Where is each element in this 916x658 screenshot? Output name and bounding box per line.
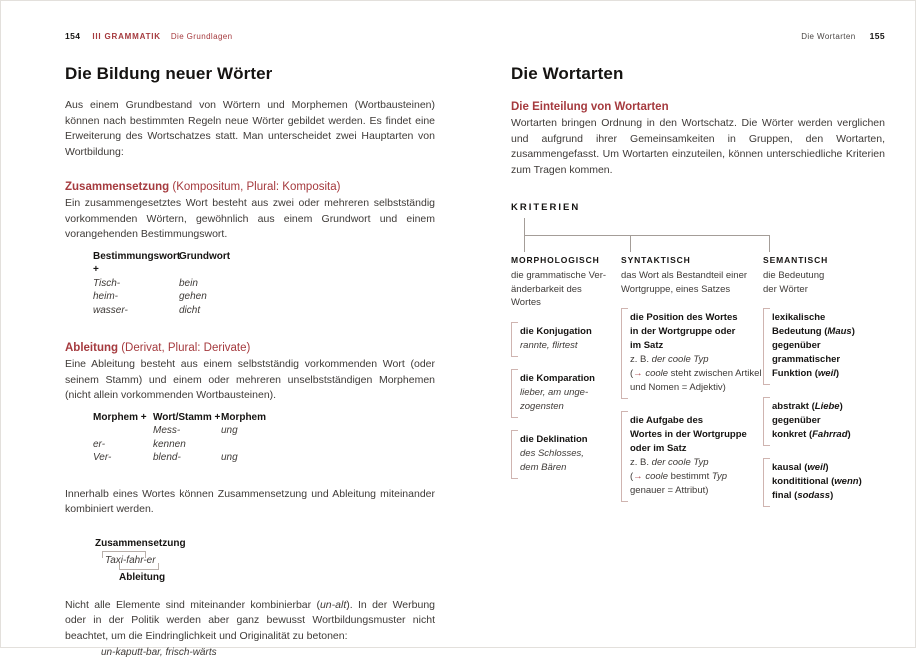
text-segment: Maus (827, 326, 852, 337)
text-line (520, 461, 614, 475)
text-segment: und Nomen = Adjektiv) (630, 382, 726, 393)
text-line (630, 484, 762, 498)
chapter-label: Die Wortarten (801, 32, 856, 41)
column-semantic (763, 255, 885, 507)
table-row (93, 277, 435, 291)
text-segment: → (633, 471, 643, 482)
text-segment: kondititional ( (772, 476, 835, 487)
criteria-box (763, 308, 885, 385)
chapter-label: Die Grundlagen (170, 32, 233, 41)
table-cell: Tisch- (93, 277, 121, 289)
criteria-box (511, 369, 614, 418)
text-line (630, 470, 762, 484)
table-header-row (93, 411, 435, 425)
text-segment: die Bedeutung (763, 270, 825, 281)
table-header-cell: Bestimmungswort + (93, 250, 181, 275)
diagram-top-label: Zusammensetzung (95, 537, 186, 549)
column-header: SYNTAKTISCH (621, 255, 691, 265)
intro-paragraph: Aus einem Grundbestand von Wörtern und Morphemen (Wortbausteinen) können nach bestimmten Regeln neue Wörter gebildet werden. Es findet eine Erweiterung des Wortschatzes statt. Man unterscheidet zwei Hauptarten von Wortbildung: (65, 99, 435, 158)
criteria-box (621, 308, 762, 399)
text-segment: Bedeutung ( (772, 326, 828, 337)
table-cell: bein (179, 277, 198, 289)
text-line (772, 325, 885, 339)
text-line (520, 400, 614, 414)
text-segment: Fahrrad (812, 429, 848, 440)
running-head-right (511, 31, 885, 41)
text-segment: grammatischer (772, 354, 841, 365)
text-line (520, 339, 614, 353)
text-segment: bestimmt (668, 471, 712, 482)
table-cell: er- (93, 438, 106, 450)
text-segment: kausal ( (772, 462, 808, 473)
page-left (65, 31, 435, 658)
table-header-cell: Wort/Stamm + (153, 411, 221, 423)
text-segment: ) (830, 490, 834, 501)
text-line (520, 386, 614, 400)
text-line (630, 367, 762, 381)
text-segment: sodass (797, 490, 831, 501)
combination-paragraph: Innerhalb eines Wortes können Zusammensetzung und Ableitung miteinander kombiniert werden. (65, 487, 435, 515)
text-line (511, 283, 614, 310)
text-segment: steht zwischen Artikel (668, 368, 762, 379)
column-description (763, 269, 885, 296)
derivation-heading-suffix: (Derivat, Plural: Derivate) (118, 342, 251, 354)
table-cell: gehen (179, 291, 207, 302)
text-line (630, 339, 762, 353)
table-cell: ung (221, 452, 238, 463)
text-segment: der coole Typ (651, 457, 709, 468)
text-segment: wenn (834, 476, 859, 487)
table-header-cell: Morphem + (93, 411, 147, 423)
classification-heading (511, 101, 885, 113)
text-segment: der Wörter (763, 283, 808, 295)
text-line (520, 372, 614, 386)
text-line (772, 475, 885, 489)
word-formation-diagram (93, 538, 435, 583)
text-segment: Typ (711, 471, 727, 482)
diagram-bottom-label: Ableitung (119, 571, 166, 583)
classification-heading-text: Die Einteilung von Wortarten (511, 101, 669, 113)
text-line (630, 381, 762, 395)
column-syntactic (621, 255, 762, 502)
tree-horizontal-line (524, 235, 770, 236)
text-segment: ) (858, 476, 862, 487)
text-segment: genauer = Attribut) (630, 485, 709, 496)
page-title: Die Bildung neuer Wörter (65, 64, 273, 83)
text-segment: Liebe (814, 401, 840, 412)
derivation-bracket (119, 563, 159, 570)
table-row (93, 304, 435, 318)
text-segment: ) (835, 368, 840, 379)
composition-heading (65, 181, 435, 193)
text-line (763, 283, 885, 297)
derivation-paragraph: Eine Ableitung besteht aus einem selbstständig vorkommenden Wort (oder seinem Stamm) und einem oder mehreren unselbstständigen Morphemen (nicht allein vorkommenden Wortbausteinen). (65, 358, 435, 401)
text-segment: die Deklination (520, 433, 588, 445)
criteria-tree (511, 218, 885, 254)
column-header: MORPHOLOGISCH (511, 255, 600, 265)
derivation-table (93, 411, 435, 465)
text-line (630, 428, 762, 442)
text-segment: final ( (772, 490, 798, 501)
text-segment: coole (645, 368, 669, 379)
text-segment: Nicht alle Elemente sind miteinander kombinierbar ( (65, 598, 320, 611)
text-line (772, 414, 885, 428)
closing-paragraph (65, 598, 435, 645)
table-cell: dicht (179, 304, 201, 316)
table-cell: Ver- (93, 452, 112, 463)
table-cell: Mess- (153, 425, 181, 436)
text-segment: das Wort als Bestandteil einer (621, 270, 748, 281)
text-segment: → (633, 368, 643, 379)
text-line (772, 400, 885, 414)
tree-branch-line (524, 235, 525, 252)
criteria-box (511, 430, 614, 479)
text-segment: ) (839, 401, 843, 412)
text-line (621, 283, 762, 297)
text-segment: lieber, am unge- (520, 386, 589, 398)
text-segment: die Position des Wortes (630, 312, 738, 323)
table-header-cell: Morphem (221, 411, 266, 423)
tree-stem-line (524, 218, 525, 235)
text-segment: ). In der Werbung oder in der Politik werden aber ganz bewusst Wortbildungsmuster nicht beachtet, um die Eindringlichkeit und Originalität zu betonen: (65, 598, 436, 642)
column-description (621, 269, 762, 296)
text-line (772, 461, 885, 475)
text-line (630, 311, 762, 325)
text-line (763, 269, 885, 283)
text-segment: lexikalische (772, 312, 826, 323)
composition-table (93, 250, 435, 318)
table-row (93, 451, 435, 465)
closing-example: un-kaputt-bar, frisch-wärts (101, 647, 217, 658)
table-row (93, 438, 435, 452)
table-header-cell: Grundwort (179, 250, 231, 262)
text-line (772, 353, 885, 367)
text-segment: un-alt (319, 598, 347, 611)
tree-branch-line (630, 235, 631, 252)
page-number: 155 (869, 31, 885, 41)
text-segment: oder im Satz (630, 443, 687, 454)
derivation-heading (65, 342, 435, 354)
column-header: SEMANTISCH (763, 255, 829, 265)
table-cell: ung (221, 425, 238, 436)
criteria-box (763, 397, 885, 446)
text-line (520, 325, 614, 339)
text-segment: die Aufgabe des (630, 415, 704, 426)
column-description (511, 269, 614, 310)
text-line (772, 489, 885, 503)
table-row (93, 424, 435, 438)
text-segment: ( (630, 471, 634, 482)
criteria-box (621, 411, 762, 502)
text-line (520, 447, 614, 461)
text-segment: ) (847, 429, 851, 440)
page-number: 154 (65, 31, 81, 41)
text-line (511, 269, 614, 283)
text-segment: abstrakt ( (772, 401, 815, 412)
text-line (772, 367, 885, 381)
text-segment: weil (807, 462, 826, 473)
text-segment: ) (851, 326, 855, 337)
text-segment: z. B. (630, 354, 652, 365)
text-segment: dem Bären (520, 461, 567, 473)
diagram-word-text: Taxi-fahr-er (105, 554, 156, 566)
text-line (630, 414, 762, 428)
derivation-heading-term: Ableitung (65, 342, 119, 354)
text-segment: coole (645, 471, 669, 482)
text-segment: in der Wortgruppe oder (630, 326, 736, 337)
page-right (511, 31, 885, 525)
text-segment: im Satz (630, 340, 664, 351)
section-label: III GRAMMATIK (92, 32, 161, 41)
text-line (772, 311, 885, 325)
text-segment: die Konjugation (520, 325, 592, 337)
text-segment: des Schlosses, (520, 447, 584, 459)
text-line (630, 442, 762, 456)
text-segment: ( (630, 368, 634, 379)
composition-paragraph: Ein zusammengesetztes Wort besteht aus zwei oder mehreren selbstständig vorkommenden Wörtern, gewöhnlich aus einem Grundwort und einem vorangehenden Bestimmungswort. (65, 197, 435, 240)
text-line (630, 353, 762, 367)
text-line (630, 456, 762, 470)
table-header-row (93, 250, 435, 277)
text-segment: Wortgruppe, eines Satzes (621, 283, 731, 295)
text-segment: ) (825, 462, 829, 473)
classification-paragraph: Wortarten bringen Ordnung in den Wortschatz. Die Wörter werden verglichen und aufgrund ihrer Gemeinsamkeiten in Gruppen, den Wortarten, zusammengefasst. Um Wortarten einzuteilen, können unterschiedliche Kriterien zum Tragen kommen. (511, 117, 885, 176)
composition-heading-suffix: (Kompositum, Plural: Komposita) (169, 181, 341, 193)
diagram-example-word (101, 553, 160, 568)
text-segment: der coole Typ (651, 354, 709, 365)
text-line (772, 339, 885, 353)
criteria-label: KRITERIEN (511, 202, 581, 213)
text-segment: rannte, flirtest (520, 339, 578, 351)
text-segment: die Komparation (520, 372, 595, 384)
text-segment: änderbarkeit des Wortes (511, 283, 582, 308)
composition-heading-term: Zusammensetzung (65, 181, 170, 193)
table-cell: kennen (153, 438, 186, 450)
table-cell (93, 424, 153, 438)
text-line (520, 433, 614, 447)
table-cell: wasser- (93, 304, 128, 316)
text-line (772, 428, 885, 442)
tree-branch-line (769, 235, 770, 252)
column-morphological (511, 255, 614, 479)
text-segment: zogensten (520, 400, 564, 412)
text-segment: gegenüber (772, 415, 821, 426)
composition-bracket (102, 551, 146, 558)
table-row (93, 290, 435, 304)
criteria-box (511, 322, 614, 357)
running-head-left (65, 31, 435, 41)
text-line (630, 325, 762, 339)
text-segment: die grammatische Ver- (511, 270, 607, 281)
table-cell: blend- (153, 452, 181, 463)
text-segment: gegenüber (772, 340, 821, 351)
table-cell: heim- (93, 291, 119, 302)
criteria-columns (511, 255, 885, 525)
text-segment: Wortes in der Wortgruppe (630, 429, 747, 440)
text-segment: z. B. (630, 457, 652, 468)
criteria-box (763, 458, 885, 507)
text-segment: Funktion ( (772, 368, 818, 379)
text-line (621, 269, 762, 283)
text-segment: konkret ( (772, 429, 813, 440)
text-segment: weil (817, 368, 836, 379)
page-title: Die Wortarten (511, 64, 624, 83)
